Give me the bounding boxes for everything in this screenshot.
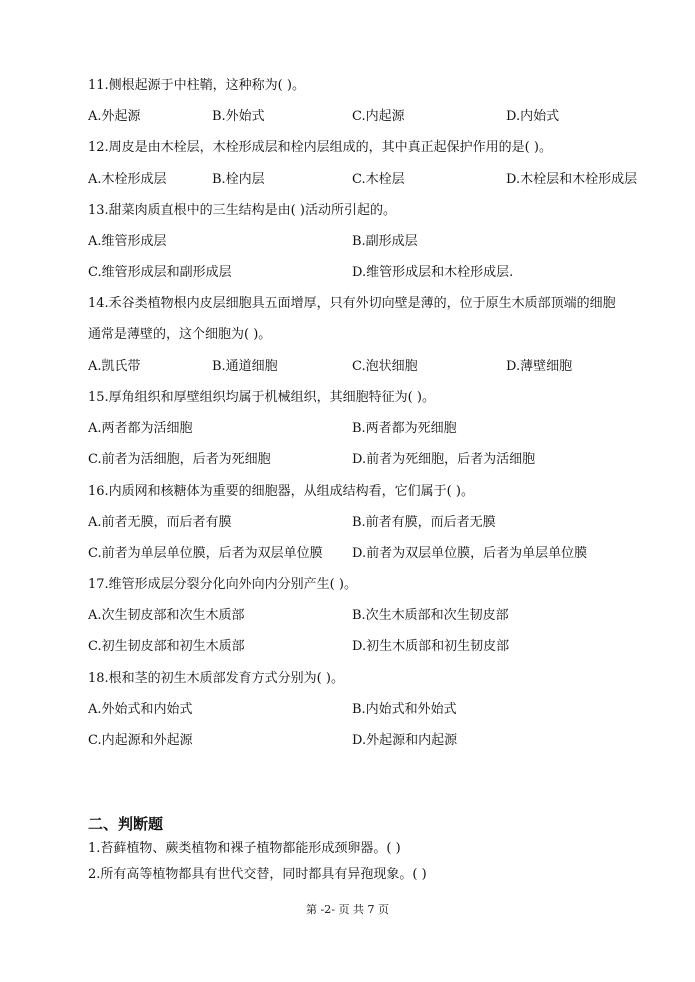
question-13-option-c: C.维管形成层和副形成层 [88,265,232,280]
question-18-option-c: C.内起源和外起源 [88,733,193,748]
question-15-option-a: A.两者都为活细胞 [88,421,193,436]
question-18-option-d: D.外起源和内起源 [352,733,458,748]
question-16-option-c: C.前者为单层单位膜，后者为双层单位膜 [88,546,323,561]
question-15-stem: 15.厚角组织和厚壁组织均属于机械组织，其细胞特征为( )。 [88,390,435,405]
question-14-option-b: B.通道细胞 [212,359,278,374]
page-footer: 第 -2- 页 共 7 页 [306,903,389,916]
question-14-option-d: D.薄壁细胞 [506,359,573,374]
question-11-option-d: D.内始式 [506,109,560,124]
question-11-stem: 11.侧根起源于中柱鞘，这种称为( )。 [88,78,305,93]
question-11-option-c: C.内起源 [352,109,405,124]
question-12-stem: 12.周皮是由木栓层，木栓形成层和栓内层组成的，其中真正起保护作用的是( )。 [88,140,552,155]
question-18-stem: 18.根和茎的初生木质部发育方式分别为( )。 [88,671,344,686]
question-18-option-a: A.外始式和内始式 [88,702,193,717]
question-15-option-c: C.前者为活细胞，后者为死细胞 [88,452,271,467]
question-16-option-a: A.前者无膜，而后者有膜 [88,515,232,530]
question-14-stem: 14.禾谷类植物根内皮层细胞具五面增厚，只有外切向壁是薄的，位于原生木质部顶端的细胞 [88,296,616,311]
question-18-option-b: B.内始式和外始式 [352,702,457,717]
question-12-option-c: C.木栓层 [352,172,405,187]
section-heading-true-false: 二、判断题 [88,815,164,833]
question-12-option-b: B.栓内层 [212,172,265,187]
question-17-option-d: D.初生木质部和初生韧皮部 [352,639,510,654]
question-15-option-b: B.两者都为死细胞 [352,421,457,436]
question-14-option-c: C.泡状细胞 [352,359,418,374]
question-17-option-a: A.次生韧皮部和次生木质部 [88,608,245,623]
question-11-option-b: B.外始式 [212,109,265,124]
question-14-option-a: A.凯氏带 [88,359,141,374]
question-16-stem: 16.内质网和核糖体为重要的细胞器，从组成结构看，它们属于( )。 [88,484,474,499]
question-11-option-a: A.外起源 [88,109,141,124]
question-16-option-b: B.前者有膜，而后者无膜 [352,515,496,530]
question-13-option-b: B.副形成层 [352,234,418,249]
question-16-option-d: D.前者为双层单位膜，后者为单层单位膜 [352,546,588,561]
true-false-item-1: 1.苔藓植物、蕨类植物和裸子植物都能形成颈卵器。( ) [88,841,401,856]
question-17-option-b: B.次生木质部和次生韧皮部 [352,608,509,623]
question-17-option-c: C.初生韧皮部和初生木质部 [88,639,245,654]
question-12-option-d: D.木栓层和木栓形成层 [506,172,638,187]
question-12-option-a: A.木栓形成层 [88,172,167,187]
true-false-item-2: 2.所有高等植物都具有世代交替，同时都具有异孢现象。( ) [88,867,427,882]
question-14-stem-continued: 通常是薄壁的，这个细胞为( )。 [88,327,272,342]
question-17-stem: 17.维管形成层分裂分化向外向内分别产生( )。 [88,577,357,592]
question-13-option-d: D.维管形成层和木栓形成层. [352,265,514,280]
question-13-option-a: A.维管形成层 [88,234,167,249]
question-15-option-d: D.前者为死细胞，后者为活细胞 [352,452,536,467]
question-13-stem: 13.甜菜肉质直根中的三生结构是由( )活动所引起的。 [88,203,396,218]
